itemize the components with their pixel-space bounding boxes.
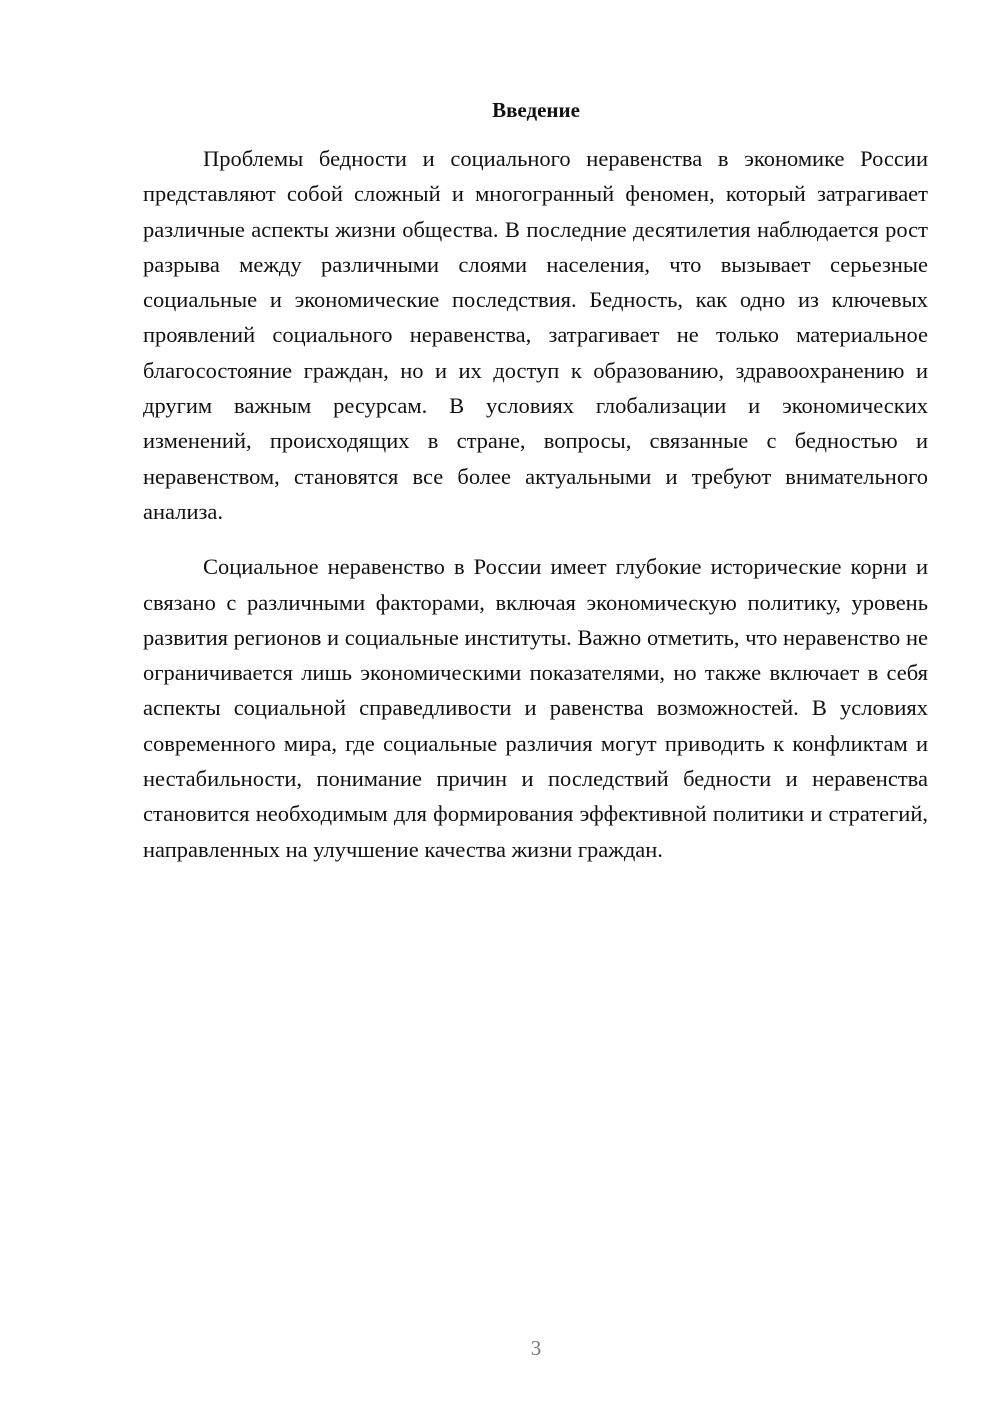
- body-text: [143, 141, 928, 867]
- paragraph-2: Социальное неравенство в России имеет глубокие исторические корни и связано с различными факторами, включая экономическую политику, уровень развития регионов и социальные институты. Важно отметить, что неравенство не ограничивается лишь экономическими показателями, но также включает в себя аспекты социальной справедливости и равенства возможностей. В условиях современного мира, где социальные различия могут приводить к конфликтам и нестабильности, понимание причин и последствий бедности и неравенства становится необходимым для формирования эффективной политики и стратегий, направленных на улучшение качества жизни граждан.: [143, 554, 928, 862]
- page-number: 3: [530, 1336, 542, 1360]
- paragraph-1: Проблемы бедности и социального неравенства в экономике России представляют собой сложный и многогранный феномен, который затрагивает различные аспекты жизни общества. В последние десятилетия наблюдается рост разрыва между различными слоями населения, что вызывает серьезные социальные и экономические последствия. Бедность, как одно из ключевых проявлений социального неравенства, затрагивает не только материальное благосостояние граждан, но и их доступ к образованию, здравоохранению и другим важным ресурсам. В условиях глобализации и экономических изменений, происходящих в стране, вопросы, связанные с бедностью и неравенством, становятся все более актуальными и требуют внимательного анализа.: [143, 146, 928, 524]
- section-heading: Введение: [492, 98, 580, 122]
